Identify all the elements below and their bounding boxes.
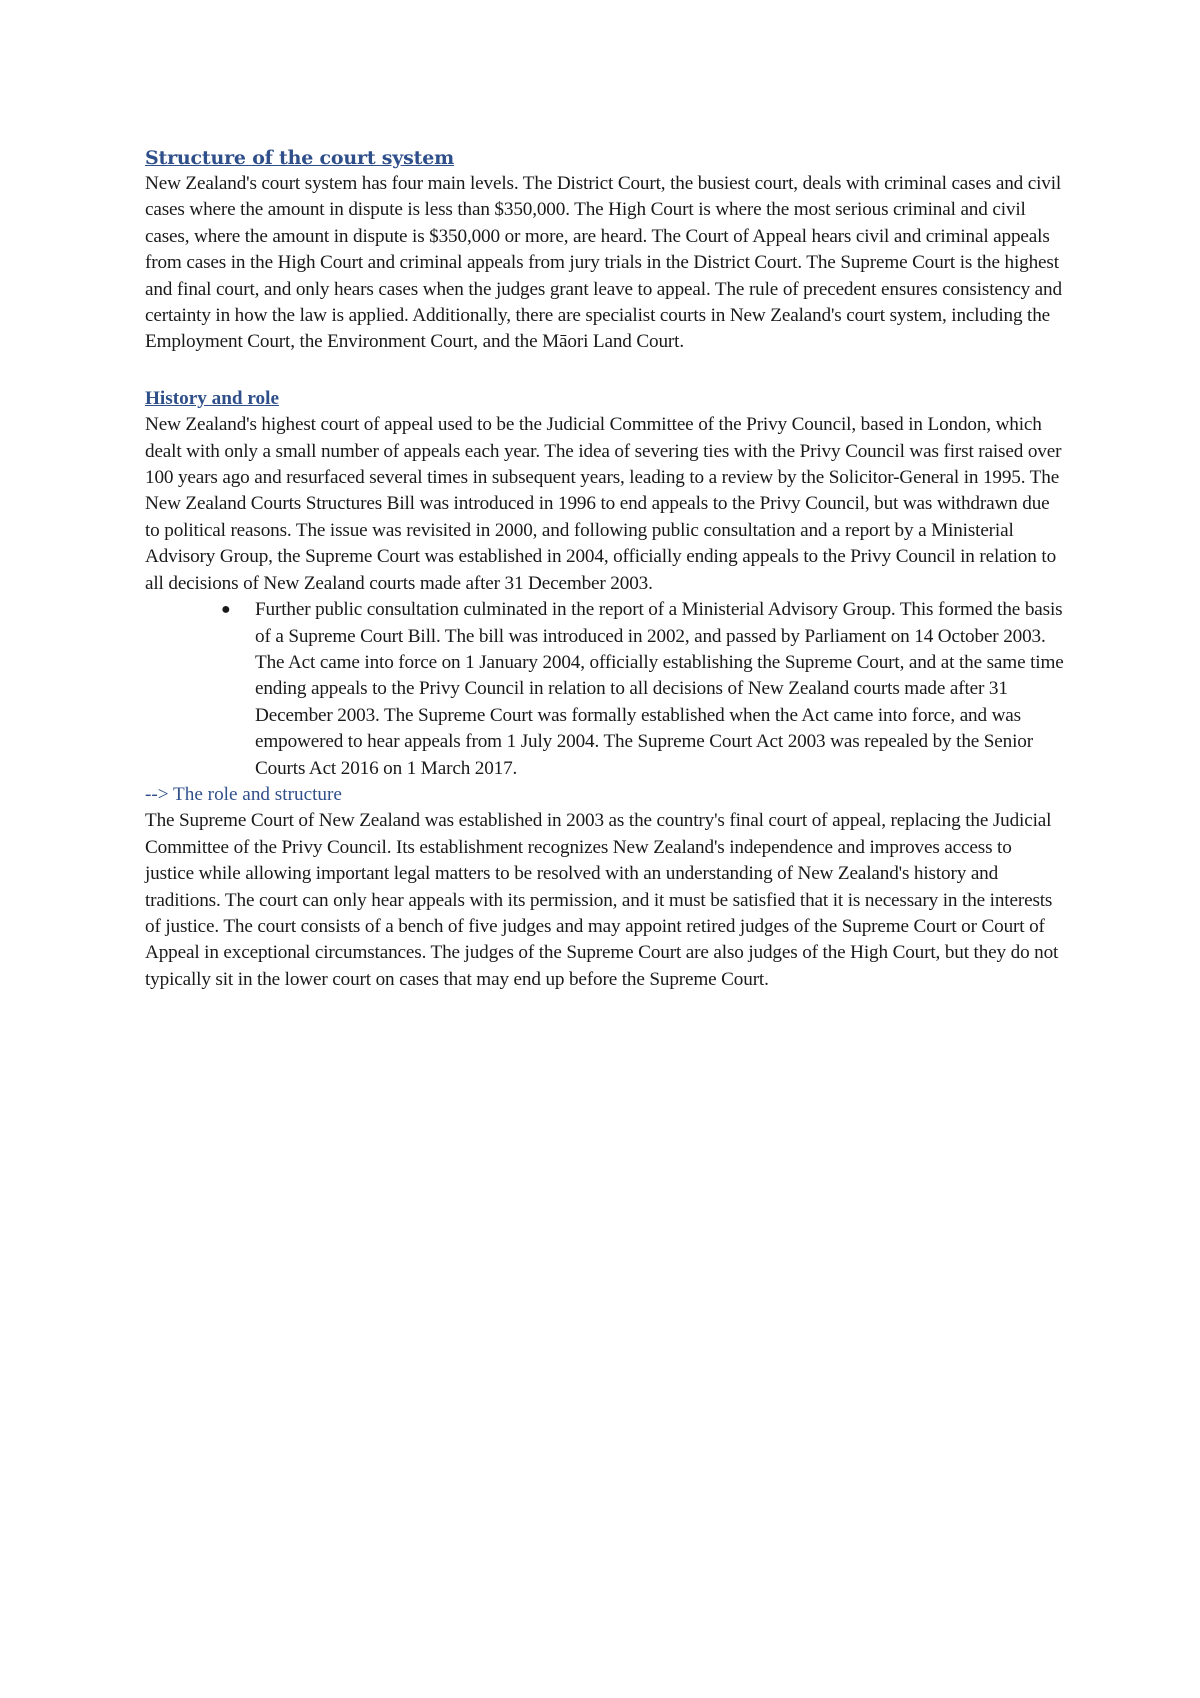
spacer bbox=[145, 356, 1065, 386]
document-page bbox=[145, 145, 1065, 993]
section-heading-role: --> The role and structure bbox=[145, 783, 342, 805]
list-item bbox=[221, 597, 1065, 782]
bullet-text: Further public consultation culminated in the report of a Ministerial Advisory Group. This formed the basis of a Supreme Court Bill. The bill was introduced in 2002, and passed by Parliament on 14 October 2003. The Act came into force on 1 January 2004, officially establishing the Supreme Court, and at the same time ending appeals to the Privy Council in relation to all decisions of New Zealand courts made after 31 December 2003. The Supreme Court was formally established when the Act came into force, and was empowered to hear appeals from 1 July 2004. The Supreme Court Act 2003 was repealed by the Senior Courts Act 2016 on 1 March 2017. bbox=[255, 599, 1064, 779]
bullet-icon: ● bbox=[221, 601, 231, 619]
section-heading-structure: Structure of the court system bbox=[145, 147, 455, 169]
paragraph-structure: New Zealand's court system has four main levels. The District Court, the busiest court, deals with criminal cases and civil cases where the amount in dispute is less than $350,000. The High Court is where the most serious criminal and civil cases, where the amount in dispute is $350,000 or more, are heard. The Court of Appeal hears civil and criminal appeals from cases in the High Court and criminal appeals from jury trials in the District Court. The Supreme Court is the highest and final court, and only hears cases when the judges grant leave to appeal. The rule of precedent ensures consistency and certainty in how the law is applied. Additionally, there are specialist courts in New Zealand's court system, including the Employment Court, the Environment Court, and the Māori Land Court. bbox=[145, 173, 1062, 353]
paragraph-role: The Supreme Court of New Zealand was established in 2003 as the country's final court of appeal, replacing the Judicial Committee of the Privy Council. Its establishment recognizes New Zealand's independence and improves access to justice while allowing important legal matters to be resolved with an understanding of New Zealand's history and traditions. The court can only hear appeals with its permission, and it must be satisfied that it is necessary in the interests of justice. The court consists of a bench of five judges and may appoint retired judges of the Supreme Court or Court of Appeal in exceptional circumstances. The judges of the Supreme Court are also judges of the High Court, but they do not typically sit in the lower court on cases that may end up before the Supreme Court. bbox=[145, 810, 1059, 990]
section-heading-history: History and role bbox=[145, 387, 279, 409]
bullet-list bbox=[145, 597, 1065, 782]
paragraph-history: New Zealand's highest court of appeal used to be the Judicial Committee of the Privy Council, based in London, which dealt with only a small number of appeals each year. The idea of severing ties with the Privy Council was first raised over 100 years ago and resurfaced several times in subsequent years, leading to a review by the Solicitor-General in 1995. The New Zealand Courts Structures Bill was introduced in 1996 to end appeals to the Privy Council, but was withdrawn due to political reasons. The issue was revisited in 2000, and following public consultation and a report by a Ministerial Advisory Group, the Supreme Court was established in 2004, officially ending appeals to the Privy Council in relation to all decisions of New Zealand courts made after 31 December 2003. bbox=[145, 414, 1062, 594]
